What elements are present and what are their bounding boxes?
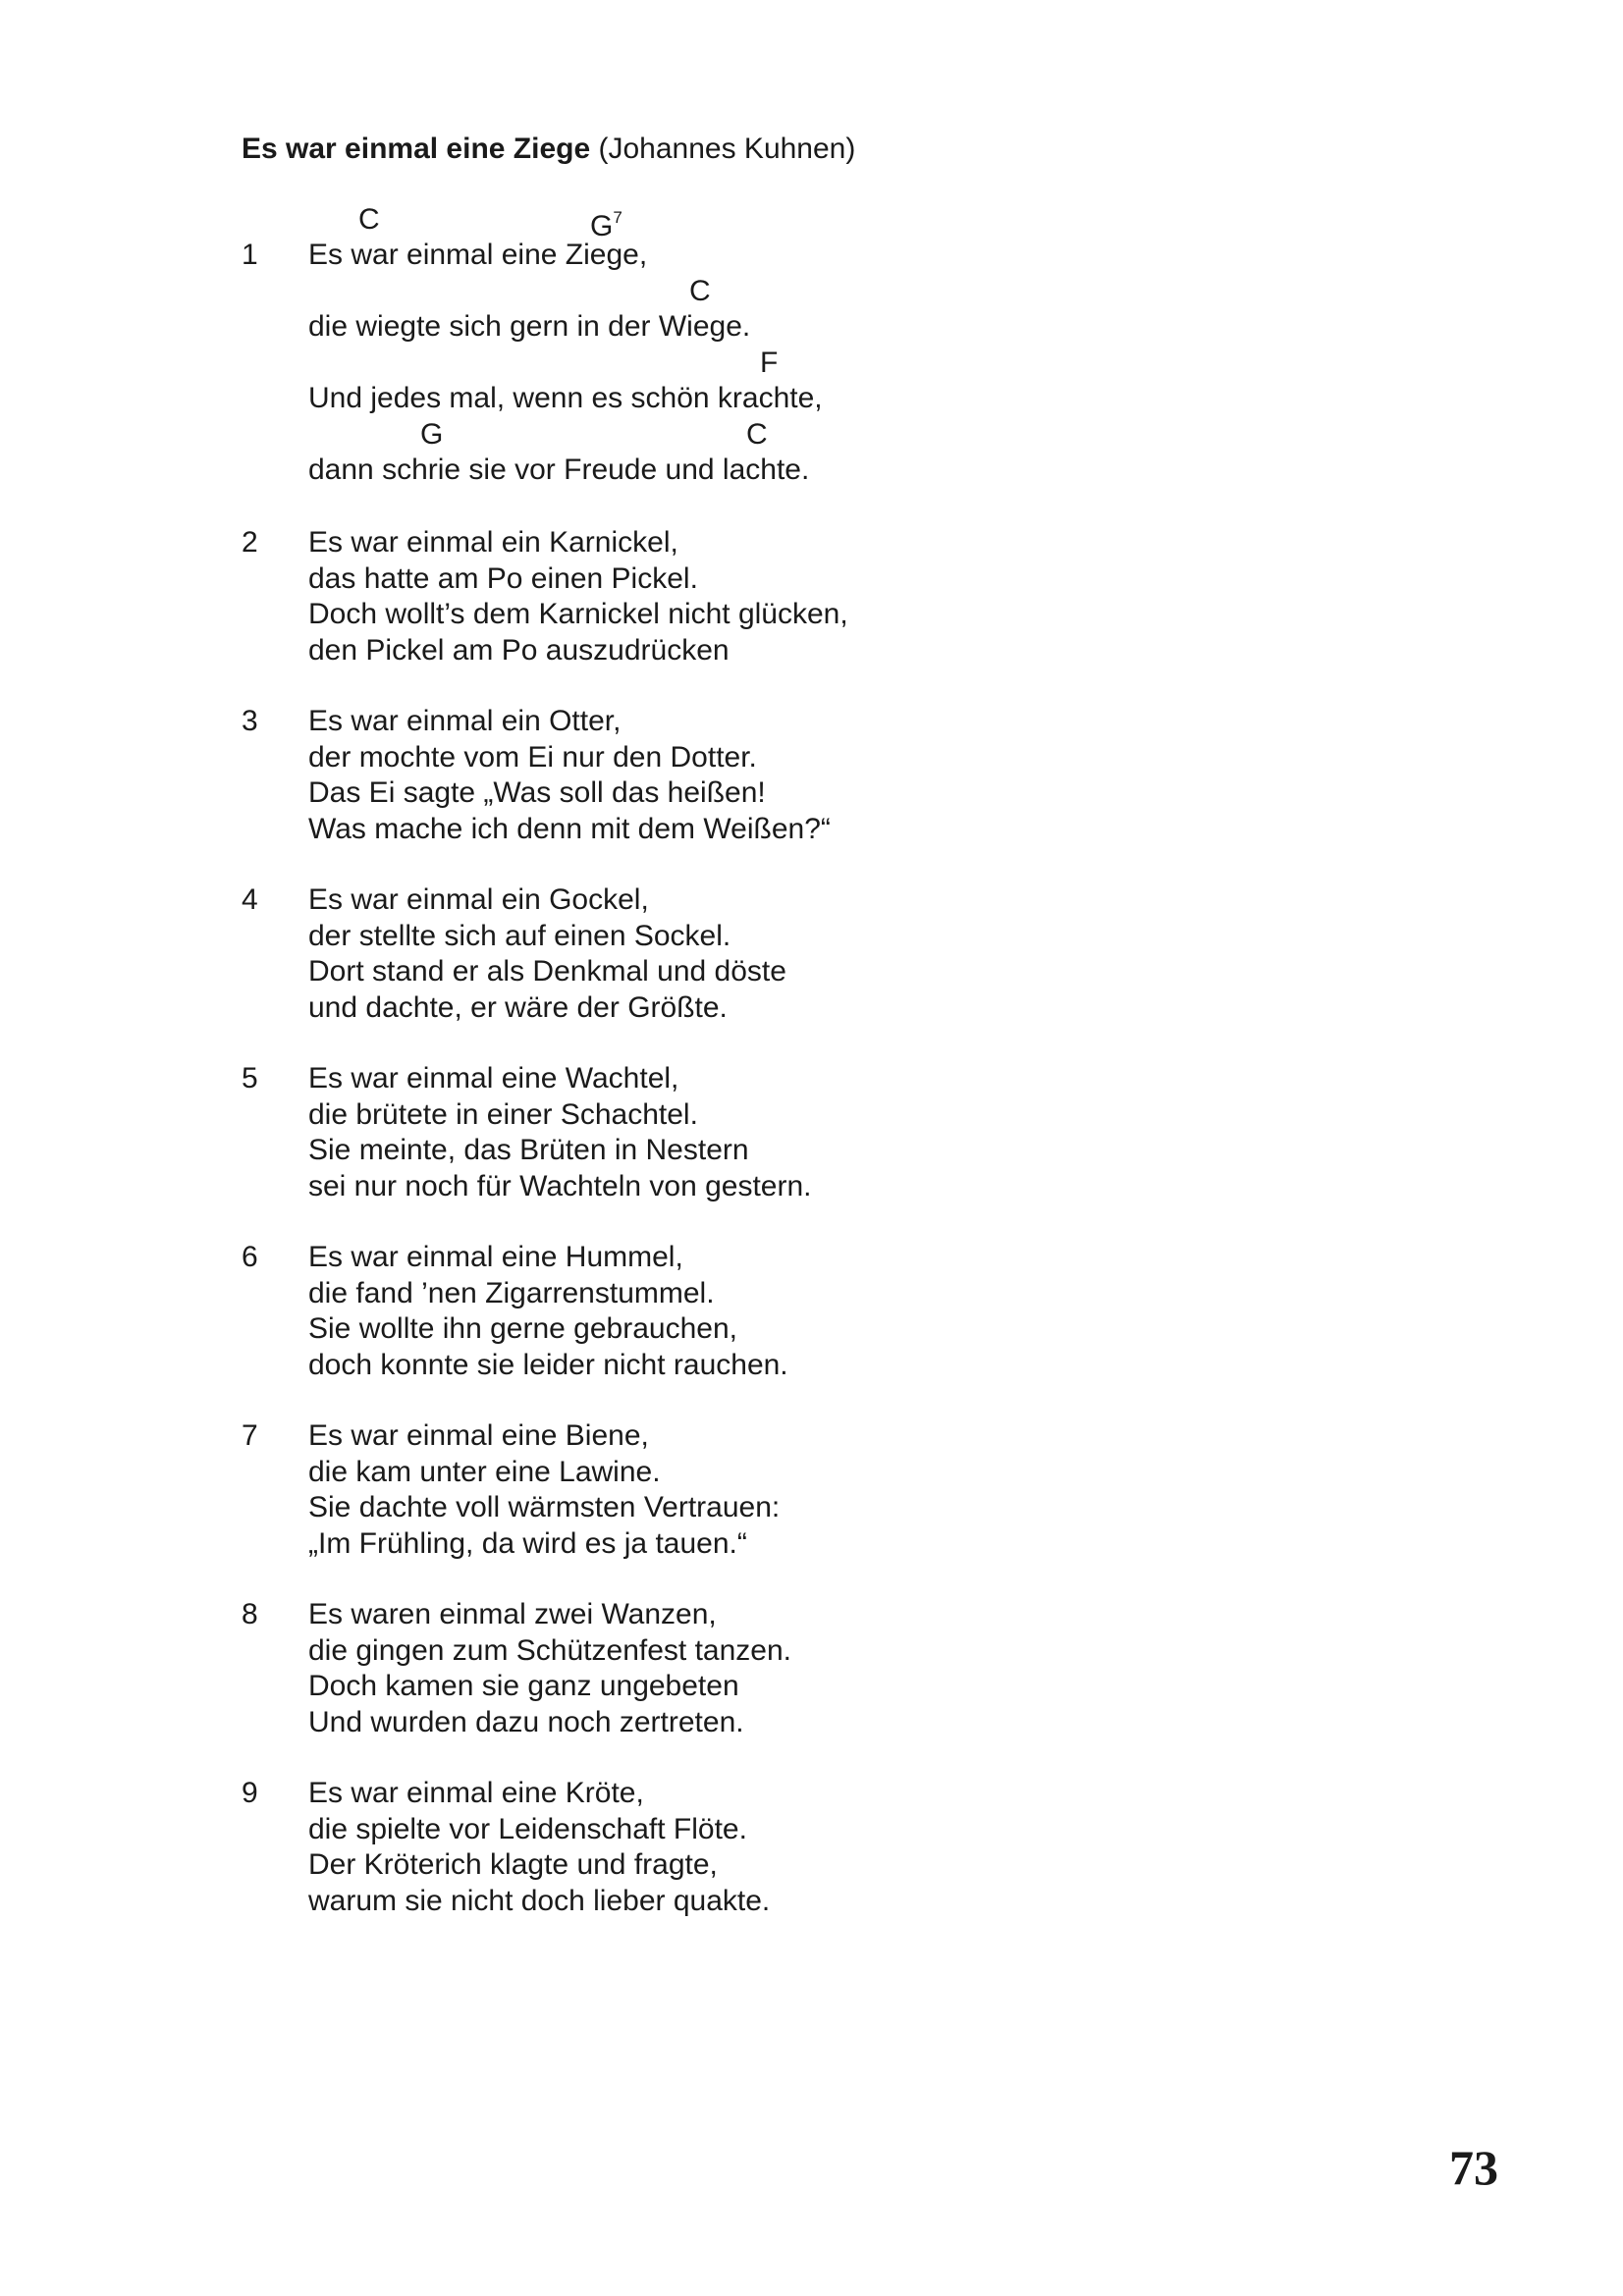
- verse-number: 4: [242, 883, 258, 916]
- verse-number: 2: [242, 526, 258, 559]
- lyric-line: Es waren einmal zwei Wanzen,: [308, 1598, 717, 1630]
- lyric-line: dann schrie sie vor Freude und lachte.: [308, 454, 810, 486]
- lyric-line: Sie meinte, das Brüten in Nestern: [308, 1134, 749, 1166]
- lyric-line: die kam unter eine Lawine.: [308, 1455, 661, 1488]
- lyric-line: warum sie nicht doch lieber quakte.: [308, 1884, 771, 1917]
- verse-number: 6: [242, 1241, 258, 1273]
- lyric-line: Es war einmal ein Karnickel,: [308, 526, 678, 559]
- lyric-line: der mochte vom Ei nur den Dotter.: [308, 740, 757, 774]
- lyric-line: Sie wollte ihn gerne gebrauchen,: [308, 1312, 737, 1345]
- lyric-line: Das Ei sagte „Was soll das heißen!: [308, 776, 766, 809]
- chord-f: F: [760, 347, 779, 379]
- lyric-line: Es war einmal eine Ziege,: [308, 239, 648, 271]
- lyric-line: Es war einmal eine Wachtel,: [308, 1062, 679, 1095]
- chord-c: C: [689, 275, 711, 307]
- lyric-line: die spielte vor Leidenschaft Flöte.: [308, 1812, 747, 1845]
- lyric-line: sei nur noch für Wachteln von gestern.: [308, 1169, 812, 1202]
- lyric-line: Es war einmal ein Otter,: [308, 705, 622, 737]
- verse-1: [242, 202, 1420, 497]
- lyric-line: Es war einmal eine Kröte,: [308, 1777, 644, 1809]
- lyric-line: Doch wollt’s dem Karnickel nicht glücken,: [308, 598, 848, 630]
- lyric-line: die gingen zum Schützenfest tanzen.: [308, 1633, 791, 1667]
- lyric-line: Was mache ich denn mit dem Weißen?“: [308, 812, 831, 845]
- chord-c: C: [358, 203, 380, 236]
- lyric-line: die wiegte sich gern in der Wiege.: [308, 310, 751, 343]
- lyric-line: Doch kamen sie ganz ungebeten: [308, 1670, 739, 1702]
- verse-number: 1: [242, 239, 258, 271]
- lyric-line: Es war einmal ein Gockel,: [308, 883, 649, 916]
- verse-number: 8: [242, 1598, 258, 1630]
- lyric-line: die fand ’nen Zigarrenstummel.: [308, 1276, 715, 1309]
- verse-number: 9: [242, 1777, 258, 1809]
- lyric-line: den Pickel am Po auszudrücken: [308, 633, 730, 667]
- page-number: 73: [1449, 2140, 1498, 2195]
- song-title-text: Es war einmal eine Ziege: [242, 133, 591, 165]
- lyric-line: Dort stand er als Denkmal und döste: [308, 955, 786, 988]
- chord-c: C: [746, 418, 768, 451]
- song-author: (Johannes Kuhnen): [598, 133, 856, 165]
- song-title: [242, 132, 855, 167]
- lyric-line: Und wurden dazu noch zertreten.: [308, 1705, 744, 1738]
- lyric-line: Sie dachte voll wärmsten Vertrauen:: [308, 1491, 781, 1523]
- verse-number: 7: [242, 1419, 258, 1452]
- lyric-line: das hatte am Po einen Pickel.: [308, 561, 698, 595]
- lyric-line: der stellte sich auf einen Sockel.: [308, 919, 731, 952]
- lyric-line: die brütete in einer Schachtel.: [308, 1097, 698, 1131]
- verse-number: 5: [242, 1062, 258, 1095]
- lyric-line: „Im Frühling, da wird es ja tauen.“: [308, 1526, 747, 1560]
- lyric-line: Es war einmal eine Biene,: [308, 1419, 649, 1452]
- chord-g7-base: G: [590, 210, 614, 242]
- chord-g: G: [420, 418, 444, 451]
- lyric-line: und dachte, er wäre der Größte.: [308, 990, 728, 1024]
- lyric-line: Und jedes mal, wenn es schön krachte,: [308, 382, 823, 414]
- lyric-line: Der Kröterich klagte und fragte,: [308, 1848, 718, 1881]
- chord-g7-sup: 7: [613, 208, 622, 227]
- verse-number: 3: [242, 705, 258, 737]
- lyric-line: doch konnte sie leider nicht rauchen.: [308, 1348, 788, 1381]
- lyric-line: Es war einmal eine Hummel,: [308, 1241, 683, 1273]
